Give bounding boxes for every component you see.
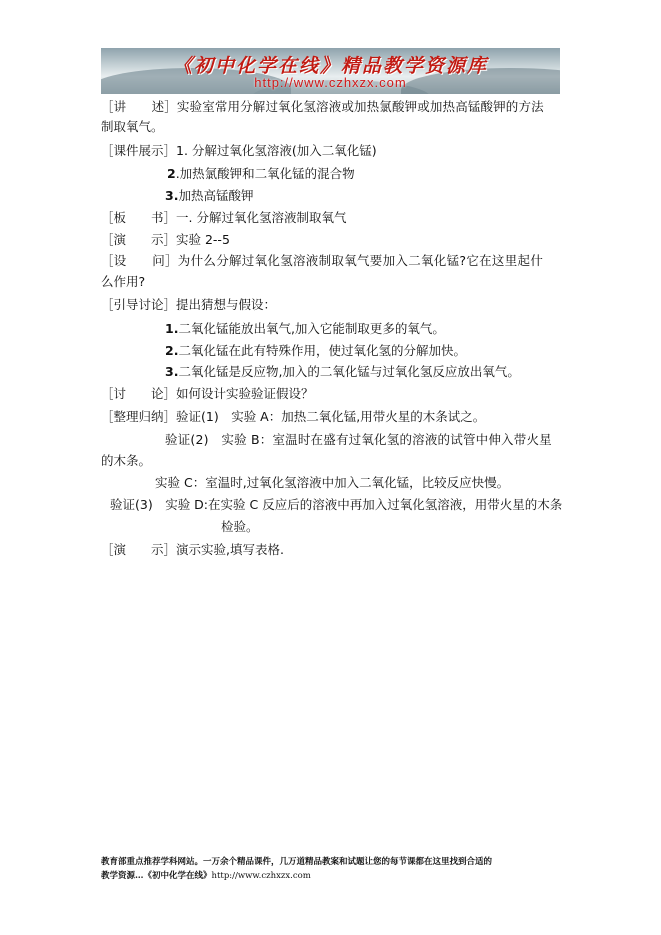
text-line-method-3 bbox=[165, 188, 253, 204]
text-line-hypothesis-1 bbox=[165, 321, 445, 337]
footer-line-2-text: 教学资源…《初中化学在线》 bbox=[101, 871, 212, 881]
text-line-board: ［板 书］一. 分解过氧化氢溶液制取氧气 bbox=[101, 210, 347, 225]
text-line-verify-2: 验证(2) 实验 B：室温时在盛有过氧化氢的溶液的试管中伸入带火星 bbox=[165, 432, 552, 447]
footer-line-1: 教育部重点推荐学科网站。一万余个精品课件，几万道精品教案和试题让您的每节课都在这里找到合适的 bbox=[101, 857, 493, 867]
footer-url[interactable]: http://www.czhxzx.com bbox=[211, 871, 311, 881]
banner-title: 《初中化学在线》精品教学资源库 bbox=[172, 55, 488, 77]
text-line-verify-2-cont: 的木条。 bbox=[101, 453, 152, 468]
footer-line-2 bbox=[101, 869, 571, 883]
text-line-method-2 bbox=[167, 166, 355, 182]
text-line-question: ［设 问］为什么分解过氧化氢溶液制取氧气要加入二氧化锰?它在这里起什 bbox=[101, 253, 544, 268]
text-line-narrate: ［讲 述］实验室常用分解过氧化氢溶液或加热氯酸钾或加热高锰酸钾的方法 bbox=[101, 99, 544, 114]
text-line-demo-final: ［演 示］演示实验,填写表格. bbox=[101, 542, 284, 557]
text-line-slides: ［课件展示］1. 分解过氧化氢溶液(加入二氧化锰) bbox=[101, 143, 377, 158]
header-banner bbox=[101, 48, 560, 94]
text-line-discuss: ［讨 论］如何设计实验验证假设？ bbox=[101, 386, 314, 401]
text-line-hypothesis-3 bbox=[165, 364, 520, 380]
text-line-summary: ［整理归纳］验证(1) 实验 A：加热二氧化锰,用带火星的木条试之。 bbox=[101, 409, 486, 424]
hypothesis-3-text: 二氧化锰是反应物,加入的二氧化锰与过氧化氢反应放出氧气。 bbox=[178, 364, 520, 379]
method-3-number: 3. bbox=[165, 188, 179, 203]
banner-url[interactable]: http://www.czhxzx.com bbox=[254, 75, 407, 90]
text-line-hypothesis-2 bbox=[165, 343, 466, 359]
method-2-text: .加热氯酸钾和二氧化锰的混合物 bbox=[175, 166, 355, 181]
text-line-question-cont: 么作用? bbox=[101, 274, 146, 289]
hypothesis-2-number: 2. bbox=[165, 343, 179, 358]
method-2-number: 2 bbox=[167, 166, 176, 181]
method-3-text: 加热高锰酸钾 bbox=[178, 188, 254, 203]
page-footer bbox=[101, 855, 571, 883]
text-line-narrate-cont: 制取氧气。 bbox=[101, 119, 164, 134]
text-line-discussion-lead: ［引导讨论］提出猜想与假设： bbox=[101, 297, 277, 312]
text-line-demo: ［演 示］实验 2--5 bbox=[101, 232, 230, 247]
text-line-verify-3-cont: 检验。 bbox=[221, 519, 259, 534]
hypothesis-1-number: 1. bbox=[165, 321, 179, 336]
hypothesis-3-number: 3. bbox=[165, 364, 179, 379]
hypothesis-2-text: 二氧化锰在此有特殊作用，使过氧化氢的分解加快。 bbox=[178, 343, 466, 358]
text-line-verify-3: 验证(3) 实验 D:在实验 C 反应后的溶液中再加入过氧化氢溶液，用带火星的木条 bbox=[110, 497, 563, 512]
text-line-experiment-c: 实验 C：室温时,过氧化氢溶液中加入二氧化锰，比较反应快慢。 bbox=[155, 475, 510, 490]
hypothesis-1-text: 二氧化锰能放出氧气,加入它能制取更多的氧气。 bbox=[178, 321, 445, 336]
